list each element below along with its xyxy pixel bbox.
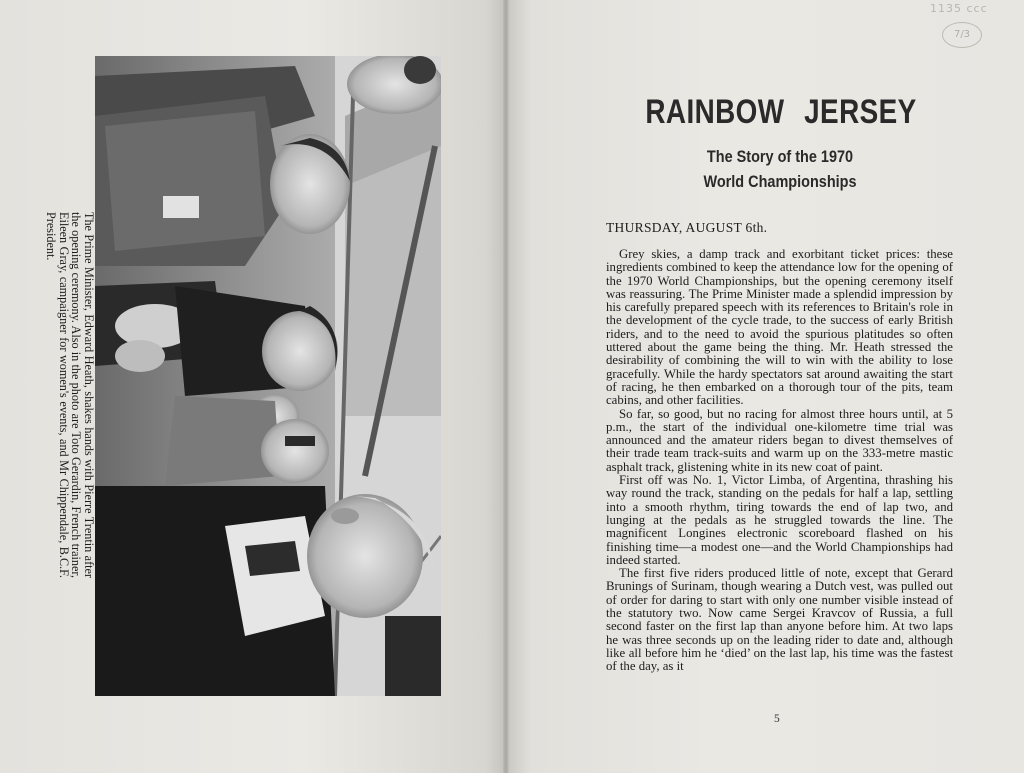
dateline: THURSDAY, AUGUST 6th.: [606, 220, 768, 235]
article-subtitle: [644, 144, 916, 194]
page-gutter: [503, 0, 509, 773]
pencil-circled-note: 7/3: [942, 22, 982, 48]
subtitle-line-2: World Championships: [703, 172, 857, 191]
page-number: 5: [774, 713, 780, 725]
paragraph: Grey skies, a damp track and exorbitant ticket prices: these ingredients combined to keep the attendance low for the opening of the 1970 World Championships, but the opening ceremony itself was reassuring. The Prime Minister made a splendid impression by his carefully prepared speech with its references to Britain's role in the development of the cycle trade, to the success of early British riders, and to the need to avoid the spurious platitudes so often uttered about the game being the thing. Mr. Heath stressed the desirability of combining the will to win with the ability to lose gracefully. While the hardy spectators sat around awaiting the start of racing, he then embarked on a thorough tour of the pits, team cabins, and other facilities.: [606, 247, 953, 408]
photo-caption: The Prime Minister, Edward Heath, shakes hands with Pierre Trentin after the opening ceremony. Also in the photo are Toto Gerardin, French trainer, Eileen Gray, campaigner for women's events, and Mr Chippendale, B.C.F. President.: [44, 212, 96, 578]
subtitle-line-1: The Story of the 1970: [706, 147, 854, 166]
pencil-annotation: 1135 ccc: [930, 2, 988, 15]
paragraph: So far, so good, but no racing for almost three hours until, at 5 p.m., the start of the individual one-kilometre time trial was announced and the amateur riders began to divest themselves of their trade team track-suits and warm up on the 333-metre mastic asphalt track, glistening white in its new coat of paint.: [606, 406, 953, 474]
paragraph: First off was No. 1, Victor Limba, of Argentina, thrashing his way round the track, standing on the pedals for half a lap, settling into a smooth rhythm, tiring towards the end of lap two, and lunging at the pedals as he struggled towards the line. The magnificent Longines electronic scoreboard flashed on his finishing time—a modest one—and the World Championships had indeed started.: [606, 473, 953, 567]
paragraph: The first five riders produced little of note, except that Gerard Brunings of Surinam, though wearing a Dutch vest, was pulled out of order for daring to start with only one number visible instead of the statutory two. Now came Sergei Kravcov of Russia, a full second faster on the first lap than anyone before him. At two laps he was three seconds up on the leading rider to date and, although like all before him he ‘died’ on the last lap, his time was the fastest of the day, as it: [606, 566, 953, 674]
photo-caption-wrapper: [44, 212, 110, 578]
article-title: RAINBOW JERSEY: [645, 93, 917, 131]
article-body: [606, 248, 953, 674]
photograph-handshake: [95, 56, 441, 696]
